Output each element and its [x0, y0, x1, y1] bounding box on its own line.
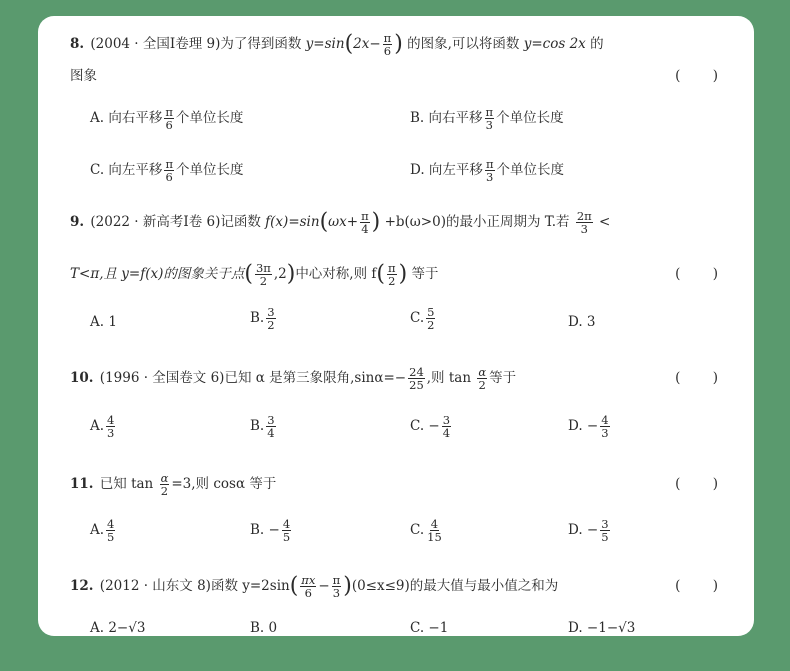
fraction: $\frac{3}{2}$: [267, 305, 275, 333]
question-card: [38, 16, 754, 636]
question-text: (0≤x≤9)的最大值与最小值之和为: [351, 578, 559, 594]
option-b[interactable]: B. 向右平移 $\frac{\pi}{3}$ 个单位长度: [410, 105, 564, 133]
option-c[interactable]: C. 向左平移 $\frac{\pi}{6}$ 个单位长度: [90, 157, 244, 185]
answer-blank: ( ): [675, 68, 732, 84]
answer-blank: ( ): [675, 370, 732, 386]
fraction: $\frac{\alpha}{2}$: [160, 470, 169, 498]
fraction: $\frac{\pi}{6}$: [165, 157, 173, 185]
fraction: $\frac{\pi}{2}$: [388, 260, 396, 288]
fraction: $\frac{3}{4}$: [267, 413, 275, 441]
question-text: =3,则 cosα 等于: [171, 476, 277, 492]
question-12-stem: 12. (2012 · 山东文 8)函数 y=2sin( $\frac{\pi x}{6}$ − $\frac{\pi}{3}$ )(0≤x≤9)的最大值与最小值之和为 ( ): [70, 568, 732, 604]
question-source: (2012 · 山东文 8)函数 y=2sin: [99, 578, 290, 594]
question-9-stem-line2: T<π,且 y=f(x)的图象关于点( $\frac{3\pi}{2}$ ,2)中心对称,则 f( $\frac{\pi}{2}$ ) 等于 ( ): [70, 256, 732, 292]
fraction: $\frac{4}{3}$: [601, 413, 609, 441]
option-a[interactable]: A. $\frac{4}{5}$: [90, 517, 115, 545]
option-b[interactable]: B. − $\frac{4}{5}$: [250, 517, 291, 545]
question-number: 12.: [70, 578, 94, 594]
question-text: 等于: [411, 266, 439, 282]
fraction: $\frac{\pi}{6}$: [383, 30, 392, 58]
question-text: 的: [590, 36, 604, 52]
function-argument: 2x−: [353, 36, 381, 52]
fraction: $\frac{\pi}{6}$: [165, 105, 173, 133]
question-text: +b(ω>0)的最小正周期为 T.若: [384, 214, 570, 230]
question-11-stem: [70, 466, 732, 502]
fraction: $\frac{3}{5}$: [601, 517, 609, 545]
fraction: $\frac{\pi}{3}$: [485, 105, 494, 133]
question-text: 图象: [70, 68, 97, 84]
option-d[interactable]: D. −1−√3: [568, 620, 636, 636]
fraction: $\frac{\pi}{3}$: [485, 157, 494, 185]
function-expression: y=cos 2x: [523, 36, 586, 52]
function-expression: y=sin: [305, 36, 345, 52]
question-text: 的图象,可以将函数: [407, 36, 520, 52]
option-b[interactable]: B. $\frac{3}{4}$: [250, 413, 275, 441]
option-a[interactable]: A. 向右平移 $\frac{\pi}{6}$ 个单位长度: [90, 105, 244, 133]
function-expression: f(x)=sin: [265, 214, 320, 230]
option-d[interactable]: D. − $\frac{4}{3}$: [568, 413, 609, 441]
question-number: 11.: [70, 476, 94, 492]
question-8-stem-line2: [70, 64, 732, 88]
fraction: $\frac{5}{2}$: [427, 305, 435, 333]
question-number: 9.: [70, 214, 85, 230]
question-text: T<π,且 y=f(x)的图象关于点: [70, 266, 245, 282]
question-9-stem: 9. (2022 · 新高考Ⅰ卷 6)记函数 f(x)=sin(ωx+ $\frac{\pi}{4}$ ) +b(ω>0)的最小正周期为 T.若 $\frac{2\pi}{3}$ <: [70, 208, 611, 236]
answer-blank: ( ): [675, 578, 732, 594]
fraction: $\frac{4}{5}$: [282, 517, 291, 545]
fraction: $\frac{3\pi}{2}$: [255, 260, 271, 288]
option-a[interactable]: A. 2−√3: [90, 620, 146, 636]
fraction: $\frac{\alpha}{2}$: [478, 364, 487, 392]
fraction: $\frac{\pi x}{6}$: [301, 572, 316, 600]
fraction: $\frac{24}{25}$: [409, 364, 424, 392]
option-b[interactable]: B. $\frac{3}{2}$: [250, 305, 275, 333]
option-a[interactable]: A. $\frac{4}{3}$: [90, 413, 115, 441]
option-d[interactable]: D. − $\frac{3}{5}$: [568, 517, 609, 545]
question-text: 等于: [489, 370, 517, 386]
question-8-stem: 8. (2004 · 全国Ⅰ卷理 9)为了得到函数 y=sin(2x− $\frac{\pi}{6}$ ) 的图象,可以将函数 y=cos 2x 的: [70, 30, 604, 58]
fraction: $\frac{4}{15}$: [427, 517, 442, 545]
question-10-stem: [70, 360, 732, 396]
fraction: $\frac{\pi}{3}$: [332, 572, 341, 600]
option-a[interactable]: A. 1: [90, 314, 117, 330]
fraction: $\frac{2\pi}{3}$: [576, 208, 592, 236]
question-source: (1996 · 全国卷文 6)已知 α 是第三象限角,sinα=−: [99, 370, 407, 386]
question-number: 10.: [70, 370, 94, 386]
fraction: $\frac{4}{3}$: [107, 413, 115, 441]
question-text: 已知 tan: [99, 476, 154, 492]
question-text: 中心对称,则 f: [295, 266, 377, 282]
answer-blank: ( ): [675, 476, 732, 492]
question-text: ,则 tan: [426, 370, 472, 386]
option-d[interactable]: D. 向左平移 $\frac{\pi}{3}$ 个单位长度: [410, 157, 564, 185]
option-c[interactable]: C. $\frac{5}{2}$: [410, 305, 435, 333]
answer-blank: ( ): [675, 266, 732, 282]
fraction: $\frac{3}{4}$: [442, 413, 451, 441]
question-source: (2022 · 新高考Ⅰ卷 6)记函数: [90, 214, 261, 230]
option-c[interactable]: C. $\frac{4}{15}$: [410, 517, 442, 545]
option-c[interactable]: C. −1: [410, 620, 449, 636]
question-number: 8.: [70, 36, 85, 52]
option-b[interactable]: B. 0: [250, 620, 278, 636]
option-d[interactable]: D. 3: [568, 314, 596, 330]
fraction: $\frac{\pi}{4}$: [361, 208, 369, 236]
option-c[interactable]: C. − $\frac{3}{4}$: [410, 413, 451, 441]
fraction: $\frac{4}{5}$: [107, 517, 115, 545]
question-source: (2004 · 全国Ⅰ卷理 9)为了得到函数: [90, 36, 302, 52]
